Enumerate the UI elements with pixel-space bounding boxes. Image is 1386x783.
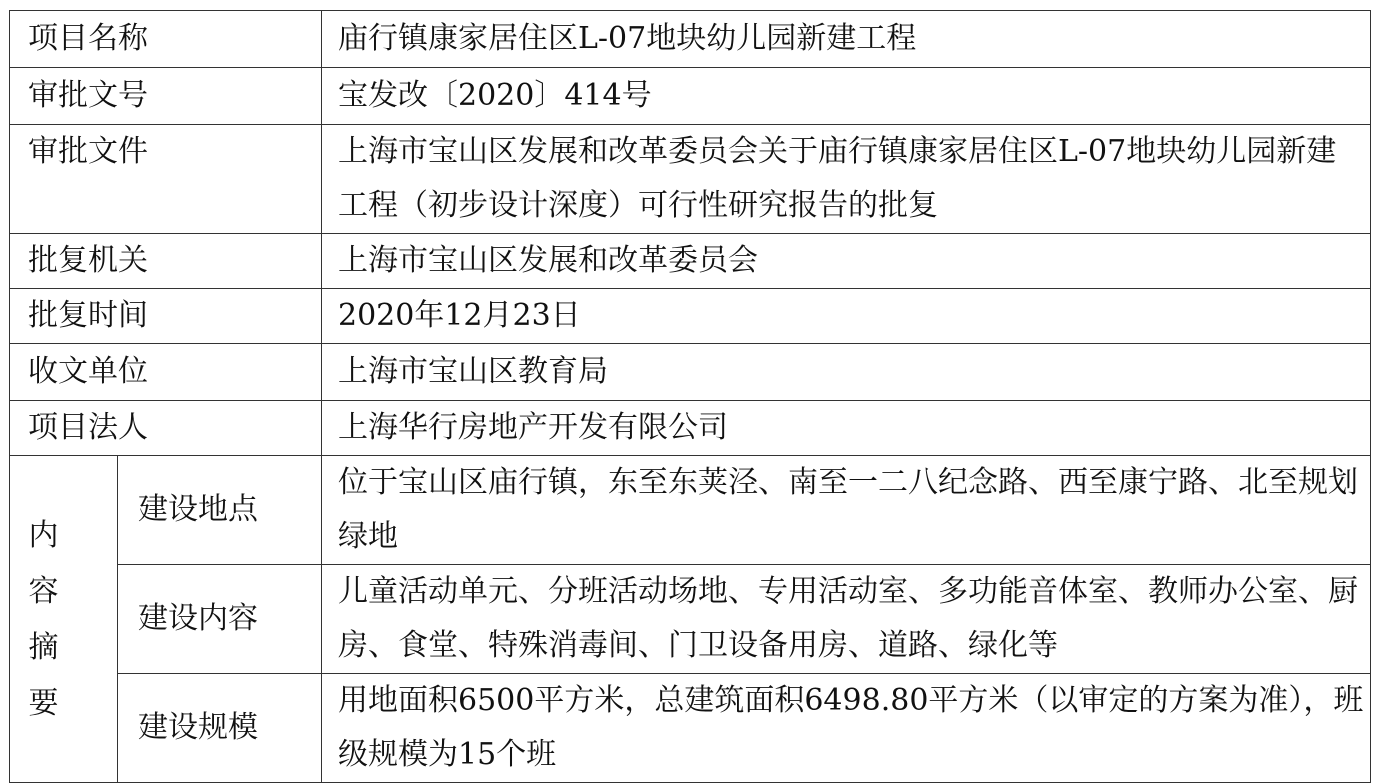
table-row-recipient xyxy=(10,344,1371,401)
row-label: 收文单位 xyxy=(10,344,322,401)
row-label: 批复机关 xyxy=(10,234,322,289)
table-row-legal-entity xyxy=(10,401,1371,456)
table-row-construction-content xyxy=(10,565,1371,674)
row-value: 上海市宝山区发展和改革委员会 xyxy=(322,234,1371,289)
summary-item-value: 用地面积6500平方米，总建筑面积6498.80平方米（以审定的方案为准），班级规模为15个班 xyxy=(322,674,1371,783)
summary-item-value: 儿童活动单元、分班活动场地、专用活动室、多功能音体室、教师办公室、厨房、食堂、特殊消毒间、门卫设备用房、道路、绿化等 xyxy=(322,565,1371,674)
summary-item-label: 建设地点 xyxy=(118,456,322,565)
table-row-approval-authority xyxy=(10,234,1371,289)
row-label: 审批文号 xyxy=(10,68,322,125)
summary-item-value: 位于宝山区庙行镇，东至东荚泾、南至一二八纪念路、西至康宁路、北至规划绿地 xyxy=(322,456,1371,565)
summary-label-char: 摘 xyxy=(28,630,59,665)
row-value: 宝发改〔2020〕414号 xyxy=(322,68,1371,125)
summary-item-label: 建设规模 xyxy=(118,674,322,783)
row-value: 上海市宝山区发展和改革委员会关于庙行镇康家居住区L-07地块幼儿园新建工程（初步设计深度）可行性研究报告的批复 xyxy=(322,125,1371,234)
row-label: 项目法人 xyxy=(10,401,322,456)
row-value: 2020年12月23日 xyxy=(322,289,1371,344)
table-row-project-name xyxy=(10,11,1371,68)
row-label: 项目名称 xyxy=(10,11,322,68)
row-value: 上海华行房地产开发有限公司 xyxy=(322,401,1371,456)
summary-label xyxy=(10,456,118,783)
row-value: 庙行镇康家居住区L-07地块幼儿园新建工程 xyxy=(322,11,1371,68)
table-row-construction-scale xyxy=(10,674,1371,783)
row-label: 批复时间 xyxy=(10,289,322,344)
summary-item-label: 建设内容 xyxy=(118,565,322,674)
summary-label-char: 要 xyxy=(28,686,59,721)
table-row-approval-number xyxy=(10,68,1371,125)
table-row-approval-date xyxy=(10,289,1371,344)
table-row-construction-site xyxy=(10,456,1371,565)
summary-label-char: 内 xyxy=(28,518,59,553)
project-info-table xyxy=(9,10,1371,783)
row-label: 审批文件 xyxy=(10,125,322,234)
summary-label-char: 容 xyxy=(28,574,59,609)
row-value: 上海市宝山区教育局 xyxy=(322,344,1371,401)
table-row-approval-document xyxy=(10,125,1371,234)
